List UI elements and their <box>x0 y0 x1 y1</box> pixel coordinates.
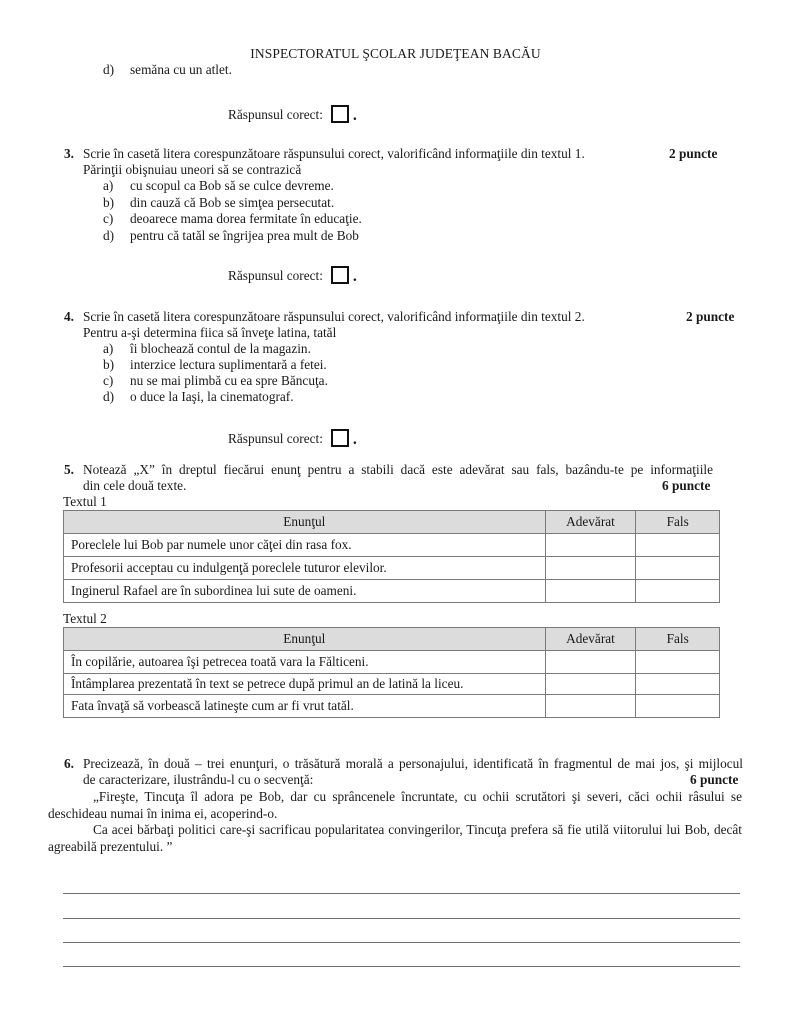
answer-period: . <box>352 431 357 448</box>
question-points: 2 puncte <box>686 309 735 324</box>
table-row <box>64 534 720 557</box>
column-header-statement: Enunţul <box>64 511 546 534</box>
question-instruction-line2: din cele două texte. <box>83 478 187 493</box>
table-caption-textul-1: Textul 1 <box>63 494 107 509</box>
statement-cell: Inginerul Rafael are în subordinea lui sute de oameni. <box>64 580 546 603</box>
quote-paragraph: „Fireşte, Tincuţa îl adora pe Bob, dar cu sprâncenele încruntate, cu ochii scrutători şi severi, căci ochii râsului se deschideau numai în inima ei, acoperind-o. <box>48 789 742 821</box>
option-a-text: îi blochează contul de la magazin. <box>130 341 311 356</box>
question-number: 3. <box>64 146 74 161</box>
false-cell[interactable] <box>636 651 720 674</box>
option-b-text: din cauză că Bob se simţea persecutat. <box>130 195 335 210</box>
option-c-text: deoarece mama dorea fermitate în educaţie. <box>130 211 362 226</box>
true-cell[interactable] <box>545 674 636 695</box>
column-header-true: Adevărat <box>545 511 636 534</box>
answer-line[interactable] <box>63 893 740 894</box>
question-instruction-line2: de caracterizare, ilustrându-l cu o secvenţă: <box>83 772 314 787</box>
quoted-fragment <box>48 789 742 855</box>
option-a-letter: a) <box>103 178 114 193</box>
option-text: semăna cu un atlet. <box>130 62 232 77</box>
statement-cell: În copilărie, autoarea îşi petrecea toată vara la Fălticeni. <box>64 651 546 674</box>
answer-period: . <box>352 268 357 285</box>
answer-line[interactable] <box>63 942 740 943</box>
answer-box[interactable] <box>331 266 349 284</box>
answer-label: Răspunsul corect: <box>228 106 323 122</box>
question-points: 6 puncte <box>690 772 739 787</box>
option-letter: d) <box>103 62 115 77</box>
table-row <box>64 674 720 695</box>
answer-box[interactable] <box>331 429 349 447</box>
answer-box[interactable] <box>331 105 349 123</box>
true-cell[interactable] <box>545 557 636 580</box>
column-header-statement: Enunţul <box>64 628 546 651</box>
statement-cell: Întâmplarea prezentată în text se petrece după primul an de latină la liceu. <box>64 674 546 695</box>
question-instruction-line1: Precizează, în două – trei enunţuri, o trăsătură morală a personajului, identificată în fragmentul de mai jos, şi mijlocul <box>83 756 743 771</box>
quote-paragraph: Ca acei bărbaţi politici care-şi sacrificau popularitatea convingerilor, Tincuţa prefera să fie utilă viitorului lui Bob, decât agreabilă prezentului. ” <box>48 822 742 854</box>
option-b-letter: b) <box>103 357 115 372</box>
carryover-answer <box>228 105 357 123</box>
question-stem: Părinţii obişnuiau uneori să se contrazică <box>83 162 302 177</box>
table-caption-textul-2: Textul 2 <box>63 611 107 626</box>
option-b-letter: b) <box>103 195 115 210</box>
true-false-table-2 <box>63 627 720 718</box>
table-row <box>64 580 720 603</box>
column-header-false: Fals <box>636 511 720 534</box>
answer-period: . <box>352 107 357 124</box>
question-3-answer <box>228 266 357 284</box>
statement-cell: Fata învaţă să vorbească latineşte cum ar fi vrut tatăl. <box>64 695 546 718</box>
option-a-text: cu scopul ca Bob să se culce devreme. <box>130 178 334 193</box>
false-cell[interactable] <box>636 557 720 580</box>
option-c-letter: c) <box>103 373 114 388</box>
question-stem: Pentru a-şi determina fiica să înveţe latina, tatăl <box>83 325 337 340</box>
option-d-letter: d) <box>103 389 115 404</box>
table-row <box>64 695 720 718</box>
question-instruction-line1: Notează „X” în dreptul fiecărui enunţ pentru a stabili dacă este adevărat sau fals, bazându-te pe informaţiile <box>83 462 713 477</box>
false-cell[interactable] <box>636 674 720 695</box>
option-c-text: nu se mai plimbă cu ea spre Băncuţa. <box>130 373 328 388</box>
option-c-letter: c) <box>103 211 114 226</box>
question-points: 2 puncte <box>669 146 718 161</box>
false-cell[interactable] <box>636 534 720 557</box>
question-number: 6. <box>64 756 74 771</box>
question-number: 4. <box>64 309 74 324</box>
option-d-text: o duce la Iaşi, la cinematograf. <box>130 389 294 404</box>
question-instruction: Scrie în casetă litera corespunzătoare răspunsului corect, valorificând informaţiile din textul 1. <box>83 146 585 161</box>
question-instruction: Scrie în casetă litera corespunzătoare răspunsului corect, valorificând informaţiile din textul 2. <box>83 309 585 324</box>
table-row <box>64 557 720 580</box>
false-cell[interactable] <box>636 580 720 603</box>
table-row <box>64 651 720 674</box>
option-d-letter: d) <box>103 228 115 243</box>
true-cell[interactable] <box>545 534 636 557</box>
answer-line[interactable] <box>63 918 740 919</box>
question-number: 5. <box>64 462 74 477</box>
true-false-table-1 <box>63 510 720 603</box>
true-cell[interactable] <box>545 651 636 674</box>
question-4-answer <box>228 429 357 447</box>
option-a-letter: a) <box>103 341 114 356</box>
true-cell[interactable] <box>545 695 636 718</box>
column-header-false: Fals <box>636 628 720 651</box>
statement-cell: Poreclele lui Bob par numele unor căţei din rasa fox. <box>64 534 546 557</box>
page-header-title: INSPECTORATUL ŞCOLAR JUDEŢEAN BACĂU <box>250 46 541 61</box>
option-d-text: pentru că tatăl se îngrijea prea mult de Bob <box>130 228 359 243</box>
true-cell[interactable] <box>545 580 636 603</box>
false-cell[interactable] <box>636 695 720 718</box>
statement-cell: Profesorii acceptau cu indulgenţă poreclele tuturor elevilor. <box>64 557 546 580</box>
answer-line[interactable] <box>63 966 740 967</box>
question-points: 6 puncte <box>662 478 711 493</box>
option-b-text: interzice lectura suplimentară a fetei. <box>130 357 327 372</box>
answer-label: Răspunsul corect: <box>228 267 323 283</box>
answer-label: Răspunsul corect: <box>228 430 323 446</box>
column-header-true: Adevărat <box>545 628 636 651</box>
